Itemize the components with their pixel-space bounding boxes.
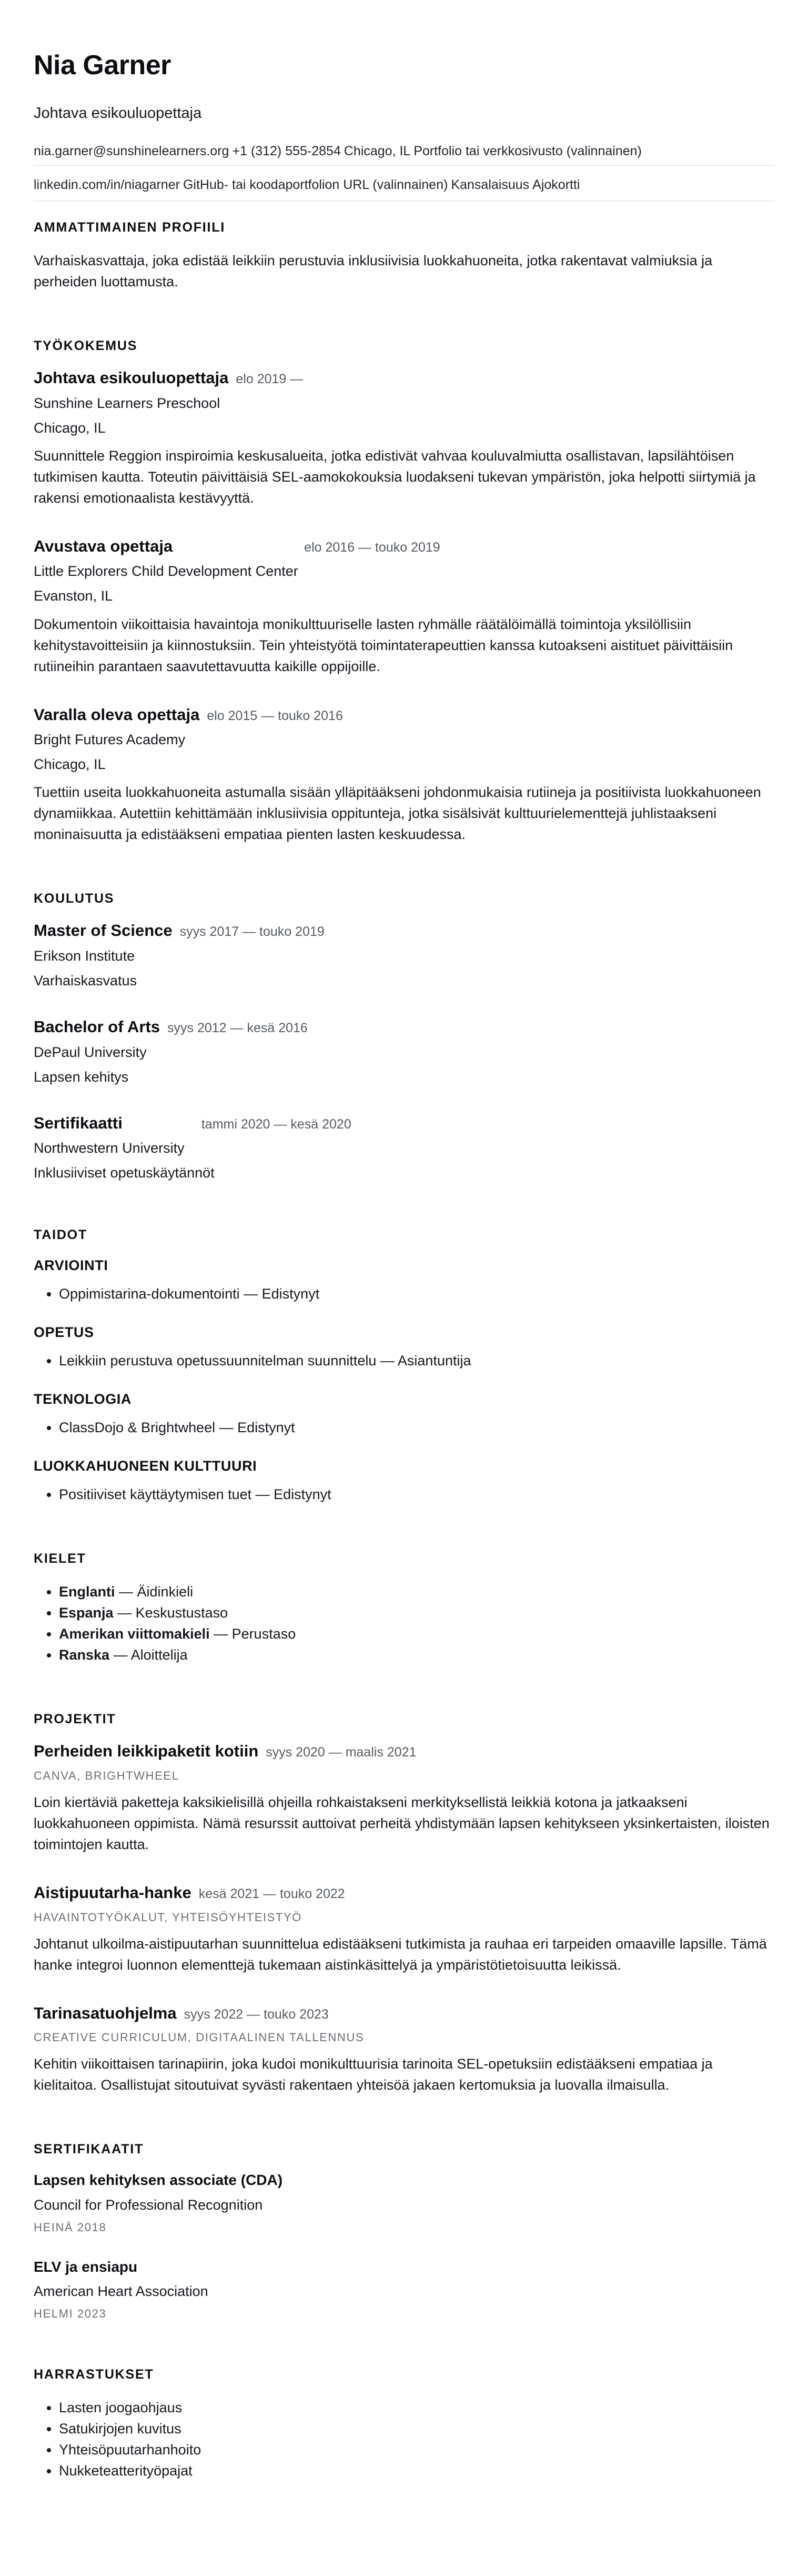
section-skills (34, 1227, 774, 1505)
job-dates[interactable]: elo 2019 — (236, 372, 304, 387)
project-header (34, 1883, 774, 1902)
contact-row-1 (34, 123, 774, 166)
language-list (34, 1581, 774, 1665)
job-description[interactable]: Tuettiin useita luokkahuoneita astumalla sisään ylläpitääkseni johdonmukaisia rutiineja ja positiivista luokkahuoneen dynamiikkaa. Autettiin kehittämään inklusiivisia oppitunteja, jotka sisälsivät kulttuurielementtejä juhlistaakseni moninaisuutta ja edistääkseni empatiaa pienten lasten keskuudessa. (34, 784, 761, 843)
skill-item[interactable]: • ClassDojo & Brightwheel — Edistynyt (59, 1417, 774, 1438)
location-field[interactable]: Chicago, IL (344, 143, 411, 158)
portfolio-field[interactable]: Portfolio tai verkkosivusto (valinnainen) (413, 143, 642, 158)
section-experience (34, 338, 774, 845)
job-header (34, 368, 774, 387)
section-education (34, 891, 774, 1181)
language-item[interactable] (59, 1602, 774, 1623)
skill-list (34, 1350, 774, 1371)
job-title[interactable]: Johtava esikouluopettaja (34, 368, 229, 387)
skills-section-heading: TAIDOT (34, 1227, 87, 1243)
project-entry (34, 1883, 774, 1975)
degree-title[interactable]: Master of Science (34, 921, 173, 940)
certification-date[interactable]: HELMI 2023 (34, 2307, 107, 2320)
project-tools[interactable]: HAVAINTOTYÖKALUT, YHTEISÖYHTEISTYÖ (34, 1910, 302, 1924)
github-field[interactable]: GitHub- tai koodaportfolion URL (valinnainen) (183, 177, 448, 193)
project-dates[interactable]: syys 2020 — maalis 2021 (266, 1745, 417, 1760)
project-tools[interactable]: CREATIVE CURRICULUM, DIGITAALINEN TALLENNUS (34, 2031, 365, 2044)
project-header (34, 1742, 774, 1761)
job-location[interactable]: Evanston, IL (34, 588, 113, 604)
job-header (34, 537, 774, 556)
project-title[interactable]: Perheiden leikkipaketit kotiin (34, 1742, 259, 1761)
project-header (34, 2004, 774, 2023)
dash-separator: — (119, 1584, 134, 1600)
job-company[interactable]: Little Explorers Child Development Center (34, 563, 298, 580)
education-dates[interactable]: syys 2012 — kesä 2016 (167, 1020, 308, 1035)
section-hobbies (34, 2367, 774, 2481)
language-level: Perustaso (231, 1626, 296, 1642)
degree-title[interactable]: Bachelor of Arts (34, 1017, 160, 1036)
education-entry (34, 921, 774, 989)
language-level: Äidinkieli (137, 1584, 194, 1600)
skill-group (34, 1458, 774, 1505)
project-entry (34, 1742, 774, 1855)
skill-group (34, 1391, 774, 1438)
project-description[interactable]: Johtanut ulkoilma-aistipuutarhan suunnittelua edistääkseni tutkimista ja rauhaa eri tarpeiden omaaville lapsille. Tämä hanke integroi luonnon elementtejä tukemaan aistinkäsittelyä ja ympäristötietoisuutta leikissä. (34, 1935, 767, 1973)
language-level: Keskustustaso (135, 1605, 228, 1621)
certification-entry (34, 2259, 774, 2321)
project-description[interactable]: Kehitin viikoittaisen tarinapiirin, joka kudoi monikulttuurisia tarinoita SEL-opetuksiin edistääkseni empatiaa ja kielitaitoa. Osallistujat sitoutuivat syvästi rakentaen yhteisöä jakaen kertomuksia ja luovalla ilmaisulla. (34, 2056, 713, 2093)
job-company[interactable]: Bright Futures Academy (34, 732, 186, 748)
job-location[interactable]: Chicago, IL (34, 420, 106, 436)
job-title[interactable]: Varalla oleva opettaja (34, 705, 200, 724)
job-entry (34, 537, 774, 677)
language-item[interactable] (59, 1644, 774, 1665)
job-entry (34, 368, 774, 508)
language-name: Amerikan viittomakieli (59, 1626, 210, 1642)
section-projects (34, 1712, 774, 2095)
education-header (34, 1017, 774, 1036)
email-field[interactable]: nia.garner@sunshinelearners.org (34, 143, 229, 158)
hobbies-section-heading: HARRASTUKSET (34, 2367, 154, 2382)
hobby-item[interactable]: • Yhteisöpuutarhanhoito (59, 2439, 774, 2460)
skill-item[interactable]: • Positiiviset käyttäytymisen tuet — Edistynyt (59, 1484, 774, 1505)
certification-title[interactable]: Lapsen kehityksen associate (CDA) (34, 2172, 283, 2189)
skill-category[interactable]: OPETUS (34, 1324, 94, 1341)
skill-category[interactable]: LUOKKAHUONEEN KULTTUURI (34, 1458, 257, 1474)
language-item[interactable] (59, 1623, 774, 1644)
certification-title[interactable]: ELV ja ensiapu (34, 2258, 138, 2275)
language-name: Ranska (59, 1647, 110, 1663)
skill-list (34, 1484, 774, 1505)
school-name[interactable]: Erikson Institute (34, 947, 135, 964)
dash-separator: — (113, 1647, 128, 1663)
education-header (34, 1114, 774, 1133)
certification-entry (34, 2172, 774, 2234)
experience-section-heading: TYÖKOKEMUS (34, 338, 138, 354)
job-description[interactable]: Dokumentoin viikoittaisia havaintoja monikulttuuriselle lasten ryhmälle räätälöimällä toimintoja yksilöllisiin kehitystavoitteisiin ja kiinnostuksiin. Tein yhteistyötä toimintaterapeuttien kanssa kutoakseni aistituet päivittäisiin rutiineihin parantaen saavutettavuutta kaikille oppijoille. (34, 616, 733, 674)
project-dates[interactable]: syys 2022 — touko 2023 (184, 2006, 329, 2022)
language-name: Espanja (59, 1605, 114, 1621)
candidate-title[interactable]: Johtava esikouluopettaja (34, 105, 202, 122)
job-header (34, 705, 774, 724)
field-of-study[interactable]: Inklusiiviset opetuskäytännöt (34, 1165, 215, 1181)
school-name[interactable]: DePaul University (34, 1044, 147, 1060)
project-description[interactable]: Loin kiertäviä paketteja kaksikielisillä ohjeilla rohkaistakseni merkityksellistä leikkiä kotona ja jatkaakseni luokkahuoneen oppimista. Nämä resurssit auttoivat perheitä yhdistymään lapsen kehitykseen yksinkertaisten, iloisten toimintojen kautta. (34, 1794, 770, 1853)
job-title[interactable]: Avustava opettaja (34, 536, 173, 555)
phone-field[interactable]: +1 (312) 555-2854 (232, 143, 341, 158)
project-tools[interactable]: CANVA, BRIGHTWHEEL (34, 1769, 179, 1783)
hobby-item[interactable]: • Satukirjojen kuvitus (59, 2418, 774, 2439)
hobby-list (34, 2397, 774, 2481)
section-certifications (34, 2142, 774, 2320)
skill-item[interactable]: • Leikkiin perustuva opetussuunnitelman suunnittelu — Asiantuntija (59, 1350, 774, 1371)
certification-date[interactable]: HEINÄ 2018 (34, 2220, 107, 2234)
candidate-name[interactable]: Nia Garner (34, 50, 171, 81)
drivers-license-field[interactable]: Ajokortti (532, 177, 580, 193)
education-section-heading: KOULUTUS (34, 891, 115, 906)
education-entry (34, 1017, 774, 1085)
education-entry (34, 1114, 774, 1182)
contact-row-2 (34, 166, 774, 201)
certifications-section-heading: SERTIFIKAATIT (34, 2142, 144, 2157)
citizenship-field[interactable]: Kansalaisuus (451, 177, 530, 193)
hobby-item[interactable]: • Nukketeatterityöpajat (59, 2460, 774, 2481)
language-level: Aloittelija (130, 1647, 188, 1663)
education-dates[interactable]: tammi 2020 — kesä 2020 (201, 1116, 351, 1132)
job-description[interactable]: Suunnittele Reggion inspiroimia keskusalueita, jotka edistivät vahvaa kouluvalmiutta osallistavan, lapsilähtöisen tutkimisen kautta. Toteutin päivittäisiä SEL-aamokokouksia luodakseni tukevan ympäristön, joka helpotti siirtymiä ja rakensi emotionaalista kestävyyttä. (34, 447, 756, 506)
education-header (34, 921, 774, 940)
skill-category[interactable]: TEKNOLOGIA (34, 1391, 132, 1407)
field-of-study[interactable]: Lapsen kehitys (34, 1069, 129, 1085)
skill-item[interactable]: • Oppimistarina-dokumentointi — Edistynyt (59, 1283, 774, 1304)
degree-title[interactable]: Sertifikaatti (34, 1113, 123, 1132)
project-dates[interactable]: kesä 2021 — touko 2022 (198, 1886, 345, 1902)
education-dates[interactable]: syys 2017 — touko 2019 (179, 924, 325, 940)
job-entry (34, 705, 774, 845)
section-profile (34, 220, 774, 292)
school-name[interactable]: Northwestern University (34, 1140, 185, 1156)
certification-issuer[interactable]: American Heart Association (34, 2283, 208, 2299)
skill-category[interactable]: ARVIOINTI (34, 1257, 108, 1274)
languages-section-heading: KIELET (34, 1551, 86, 1566)
field-of-study[interactable]: Varhaiskasvatus (34, 972, 137, 989)
profile-section-heading: AMMATTIMAINEN PROFIILI (34, 220, 226, 235)
projects-section-heading: PROJEKTIT (34, 1712, 116, 1727)
language-item[interactable] (59, 1581, 774, 1602)
dash-separator: — (117, 1605, 132, 1621)
skill-group (34, 1324, 774, 1371)
job-dates[interactable]: elo 2015 — touko 2016 (207, 708, 343, 723)
section-languages (34, 1551, 774, 1665)
dash-separator: — (214, 1626, 228, 1642)
skill-list (34, 1417, 774, 1438)
profile-text[interactable]: Varhaiskasvattaja, joka edistää leikkiin perustuvia inklusiivisia luokkahuoneita, jotka rakentavat valmiuksia ja perheiden luottamusta. (34, 253, 713, 290)
resume-header (34, 51, 774, 201)
job-dates[interactable]: elo 2016 — touko 2019 (304, 540, 440, 555)
skill-list (34, 1283, 774, 1304)
hobby-item[interactable]: • Lasten joogaohjaus (59, 2397, 774, 2418)
linkedin-field[interactable]: linkedin.com/in/niagarner (34, 177, 180, 193)
job-company[interactable]: Sunshine Learners Preschool (34, 395, 220, 411)
certification-issuer[interactable]: Council for Professional Recognition (34, 2196, 263, 2213)
project-entry (34, 2004, 774, 2096)
language-name: Englanti (59, 1584, 115, 1600)
job-location[interactable]: Chicago, IL (34, 756, 106, 773)
project-title[interactable]: Tarinasatuohjelma (34, 2003, 177, 2022)
project-title[interactable]: Aistipuutarha-hanke (34, 1883, 191, 1902)
skill-group (34, 1257, 774, 1304)
